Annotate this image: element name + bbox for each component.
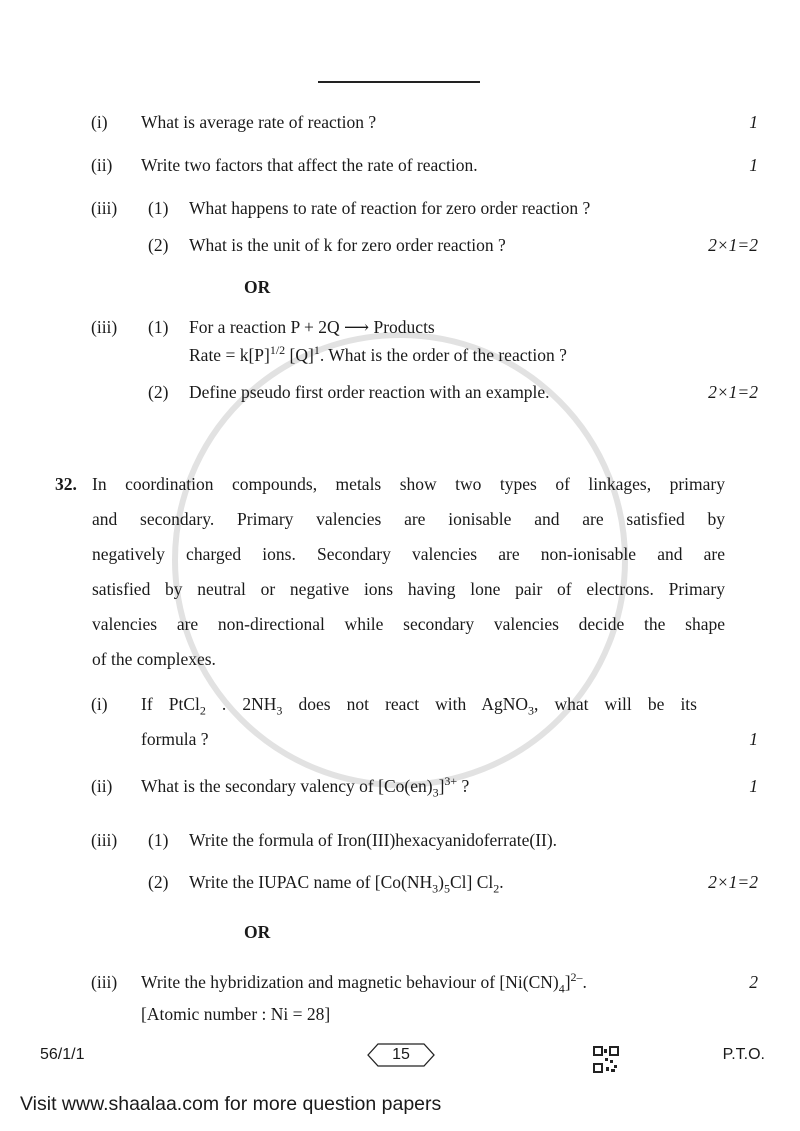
q31-i-marks: 1 xyxy=(749,112,758,132)
pto-label: P.T.O. xyxy=(722,1046,765,1063)
q31-iii-marks: 2×1=2 xyxy=(708,235,758,255)
q31-iii-alt-2-text: Define pseudo first order reaction with an example. xyxy=(189,382,550,402)
website-banner: Visit www.shaalaa.com for more question papers xyxy=(20,1093,442,1115)
q32-i-label: (i) xyxy=(91,694,108,714)
q31-iii-alt-1-text: For a reaction P + 2Q ⟶ Products xyxy=(189,317,435,337)
q32-iii-alt-text: Write the hybridization and magnetic behaviour of $[Ni(CN)_4]^{2-}$. xyxy=(141,970,587,996)
q32-ii-label: (ii) xyxy=(91,776,113,796)
q31-i-label: (i) xyxy=(91,112,108,132)
q32-iii-2-text: Write the IUPAC name of $[Co(NH_3)_5Cl]$ $Cl_2$. xyxy=(189,872,504,896)
q32-i-text: If PtCl$_2$ . $2NH_3$ does not react with AgNO$_3$, what will be its xyxy=(141,694,697,718)
q31-iii-1-text: What happens to rate of reaction for zero order reaction ? xyxy=(189,198,591,218)
q32-iii-alt-label: (iii) xyxy=(91,972,118,992)
page-number: 15 xyxy=(392,1046,410,1063)
q31-i-text: What is average rate of reaction ? xyxy=(141,112,377,132)
q31-iii-1-label: (1) xyxy=(148,198,169,218)
q32-para-line: valencies are non-directional while secondary valencies decide the shape xyxy=(92,614,725,634)
q31-iii-2-text: What is the unit of k for zero order reaction ? xyxy=(189,235,506,255)
q32-para-line: satisfied by neutral or negative ions having lone pair of electrons. Primary xyxy=(92,579,725,599)
q31-or: OR xyxy=(244,277,271,297)
q31-iii-alt-label: (iii) xyxy=(91,317,118,337)
q32-i-text-cont: formula ? xyxy=(141,729,209,749)
q32-para-line: of the complexes. xyxy=(92,649,216,669)
q31-ii-marks: 1 xyxy=(749,155,758,175)
q32-iii-marks: 2×1=2 xyxy=(708,872,758,892)
q32-iii-label: (iii) xyxy=(91,830,118,850)
page-number-badge xyxy=(366,1042,436,1068)
q32-para-line: In coordination compounds, metals show two types of linkages, primary xyxy=(92,474,725,494)
q32-iii-1-text: Write the formula of Iron(III)hexacyanidoferrate(II). xyxy=(189,830,558,850)
q31-ii-label: (ii) xyxy=(91,155,113,175)
q31-ii-text: Write two factors that affect the rate of reaction. xyxy=(141,155,478,175)
q31-iii-alt-marks: 2×1=2 xyxy=(708,382,758,402)
q32-number: 32. xyxy=(55,474,77,494)
q31-iii-label: (iii) xyxy=(91,198,118,218)
q31-iii-alt-1-label: (1) xyxy=(148,317,169,337)
q32-ii-text: What is the secondary valency of $[Co(en)_3]^{3+}$ ? xyxy=(141,774,470,800)
q32-iii-1-label: (1) xyxy=(148,830,169,850)
q31-iii-alt-rate: Rate = $k[P]^{1/2}$ $[Q]^1$. What is the order of the reaction ? xyxy=(189,343,567,365)
q31-iii-alt-2-label: (2) xyxy=(148,382,169,402)
qr-code-icon xyxy=(593,1046,619,1074)
q32-para-line: negatively charged ions. Secondary valencies are non-ionisable and are xyxy=(92,544,725,564)
q31-iii-2-label: (2) xyxy=(148,235,169,255)
top-rule xyxy=(318,81,480,83)
paper-code: 56/1/1 xyxy=(40,1046,85,1063)
q32-or: OR xyxy=(244,922,271,942)
q32-para-line: and secondary. Primary valencies are ionisable and are satisfied by xyxy=(92,509,725,529)
q32-iii-alt-note: [Atomic number : Ni = 28] xyxy=(141,1004,331,1024)
q32-iii-alt-marks: 2 xyxy=(749,972,758,992)
q32-i-marks: 1 xyxy=(749,729,758,749)
q32-ii-marks: 1 xyxy=(749,776,758,796)
q32-iii-2-label: (2) xyxy=(148,872,169,892)
